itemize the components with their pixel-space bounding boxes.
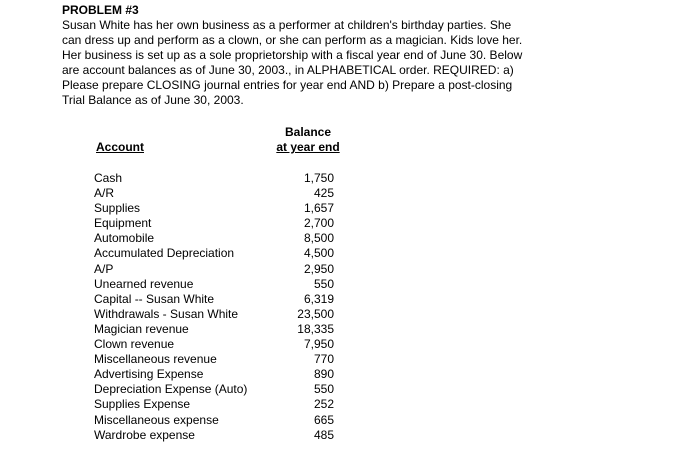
balance-header-line1: Balance — [284, 125, 332, 139]
account-row — [94, 322, 334, 337]
account-balance: 7,950 — [303, 337, 334, 352]
account-name: Unearned revenue — [94, 276, 194, 291]
account-row — [94, 352, 334, 367]
account-row — [94, 171, 334, 186]
account-name: Equipment — [94, 216, 152, 231]
account-balance: 665 — [313, 412, 334, 427]
account-row — [94, 186, 334, 201]
account-name: Withdrawals - Susan White — [94, 306, 239, 321]
account-balance: 550 — [313, 382, 334, 397]
account-name: Supplies — [94, 201, 141, 216]
account-name: Accumulated Depreciation — [94, 246, 235, 261]
account-row — [94, 262, 334, 277]
account-name: Automobile — [94, 231, 155, 246]
account-name: Cash — [94, 171, 123, 185]
account-balance: 6,319 — [303, 291, 334, 306]
account-name: Supplies Expense — [94, 397, 191, 412]
account-balance: 890 — [313, 367, 334, 382]
account-name: Clown revenue — [94, 337, 175, 352]
balance-header-line2: at year end — [276, 140, 340, 154]
account-row — [94, 337, 334, 352]
account-column-header: Account — [96, 140, 144, 154]
account-balance: 4,500 — [303, 246, 334, 261]
account-balance: 770 — [313, 352, 334, 367]
account-row — [94, 428, 334, 443]
account-row — [94, 277, 334, 292]
account-name: A/R — [94, 186, 115, 201]
account-balance: 485 — [313, 427, 334, 442]
account-name: Miscellaneous expense — [94, 412, 219, 427]
account-balance: 1,750 — [303, 171, 334, 185]
account-row — [94, 292, 334, 307]
account-balance: 425 — [313, 186, 334, 201]
account-balance: 23,500 — [297, 306, 334, 321]
account-balance: 8,500 — [303, 231, 334, 246]
account-name: A/P — [94, 261, 114, 276]
problem-statement — [62, 0, 532, 108]
account-row — [94, 397, 334, 412]
balance-column-header — [275, 125, 341, 155]
account-name: Miscellaneous revenue — [94, 352, 217, 367]
account-row — [94, 382, 334, 397]
problem-description: Susan White has her own business as a performer at children's birthday parties. She can dress up and perform as a clown, or she can perform as a magician. Kids love her. Her business is set up as a sole proprietorship with a fiscal year end of June 30. Below are account balances as of June 30, 2003., in ALPHABETICAL order. REQUIRED: a) Please prepare CLOSING journal entries for year end AND b) Prepare a post-closing Trial Balance as of June 30, 2003. — [62, 18, 523, 107]
account-name: Wardrobe expense — [94, 427, 195, 442]
account-row — [94, 246, 334, 261]
account-balance-list — [94, 171, 334, 443]
account-row — [94, 413, 334, 428]
account-balance: 2,700 — [303, 216, 334, 231]
account-balance: 18,335 — [297, 321, 334, 336]
account-balance: 2,950 — [303, 261, 334, 276]
account-name: Capital -- Susan White — [94, 291, 215, 306]
account-row — [94, 201, 334, 216]
account-balance: 550 — [313, 276, 334, 291]
problem-title: PROBLEM #3 — [62, 3, 139, 17]
account-row — [94, 367, 334, 382]
account-name: Magician revenue — [94, 321, 189, 336]
account-balance: 252 — [313, 397, 334, 412]
account-row — [94, 231, 334, 246]
account-balance: 1,657 — [303, 201, 334, 216]
account-name: Advertising Expense — [94, 367, 204, 382]
account-row — [94, 307, 334, 322]
account-row — [94, 216, 334, 231]
account-name: Depreciation Expense (Auto) — [94, 382, 248, 397]
